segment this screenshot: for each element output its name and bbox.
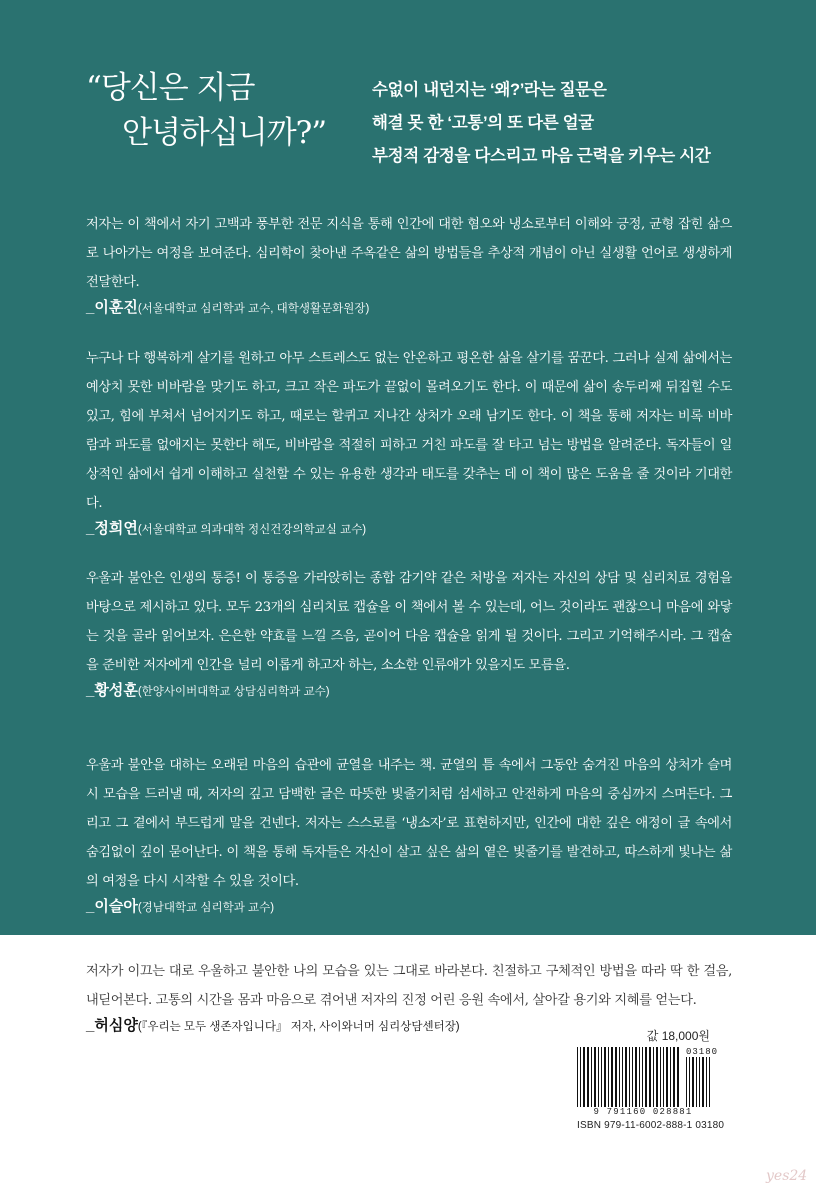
barcode-bar [591,1047,592,1107]
reviewer-name: 황성훈 [94,682,138,699]
review-5 [86,957,732,1038]
reviewer-name: 이슬아 [94,898,138,915]
barcode-bar [709,1057,710,1107]
barcode-bar [656,1047,658,1107]
review-body: 우울과 불안을 대하는 오래된 마음의 습관에 균열을 내주는 책. 균열의 틈 속에서 그동안 숨겨진 마음의 상처가 슬며시 모습을 드러낼 때, 저자의 깊고 담백한 글은 따뜻한 빛줄기처럼 섬세하고 안전하게 마음의 중심까지 스며든다. 그리고 그 곁에서 부드럽게 말을 건넨다. 저자는 스스로를 ‘냉소자’로 표현하지만, 인간에 대한 깊은 애정이 글 속에서 숨김없이 깊이 묻어난다. 이 책을 통해 독자들은 자신이 살고 싶은 삶의 옅은 빛줄기를 발견하고, 따스하게 빛나는 삶의 여정을 다시 시작할 수 있을 것이다. [86,758,732,889]
review-body: 우울과 불안은 인생의 통증! 이 통증을 가라앉히는 종합 감기약 같은 처방을 저자는 자신의 상담 및 심리치료 경험을 바탕으로 제시하고 있다. 모두 23개의 심리치료 캡슐을 이 책에서 볼 수 있는데, 어느 것이라도 괜찮으니 마음에 와닿는 것을 골라 읽어보자. 은은한 약효를 느낄 즈음, 곧이어 다음 캡슐을 읽게 될 것이다. 그리고 기억해주시라. 그 캡슐을 준비한 저자에게 인간을 널리 이롭게 하고자 하는, 소소한 인류애가 있을지도 모름을. [86,571,732,673]
barcode-bar [660,1047,661,1107]
review-citation [86,680,732,703]
barcode-bar [635,1047,637,1107]
price-label: 값 18,000원 [646,1029,710,1043]
citation-dash: _ [86,682,95,699]
barcode-bar [619,1047,620,1107]
barcode-bar [601,1047,602,1107]
barcode-bar [689,1057,690,1107]
barcode-bar [577,1047,578,1107]
review-4 [86,751,732,919]
barcode-bar [663,1047,664,1107]
tagline-line-3: 부정적 감정을 다스리고 마음 근력을 키우는 시간 [372,147,711,165]
barcode-bar [604,1047,606,1107]
review-citation [86,1015,732,1038]
barcode-bar [594,1047,596,1107]
reviewer-affiliation: (경남대학교 심리학과 교수) [137,902,275,914]
reviewer-affiliation: (『우리는 모두 생존자입니다』 저자, 사이와너머 심리상담센터장) [137,1021,460,1033]
headline-quote [86,66,356,156]
reviewer-name: 허심양 [94,1017,138,1034]
barcode-bar [642,1047,643,1107]
barcode-bar [583,1047,585,1107]
barcode-bar [686,1057,687,1107]
barcode-bar [629,1047,630,1107]
barcode-bar [706,1057,707,1107]
review-1 [86,210,732,320]
reviewer-affiliation: (한양사이버대학교 상담심리학과 교수) [137,686,330,698]
barcode-bar [608,1047,609,1107]
barcode-bar [580,1047,581,1107]
barcode-bar [677,1047,679,1107]
barcode-bar [625,1047,627,1107]
barcode-bar [702,1057,704,1107]
review-body: 저자는 이 책에서 자기 고백과 풍부한 전문 지식을 통해 인간에 대한 혐오와 냉소로부터 이해와 긍정, 균형 잡힌 삶으로 나아가는 여정을 보여준다. 심리학이 찾아낸 주옥같은 삶의 방법들을 추상적 개념이 아닌 실생활 언어로 생생하게 전달한다. [86,217,732,290]
watermark-logo: yes24 [766,1168,808,1184]
reviewer-affiliation: (서울대학교 의과대학 정신건강의학교실 교수) [137,524,367,536]
reviewer-name: 이훈진 [94,299,138,316]
tagline-line-1: 수없이 내던지는 ‘왜?’라는 질문은 [372,81,607,99]
barcode-bar [632,1047,633,1107]
barcode-bar [692,1057,694,1107]
barcode-bar [645,1047,647,1107]
citation-dash: _ [86,1017,95,1034]
barcode-addon-bars [686,1057,710,1107]
isbn-text: ISBN 979-11-6002-888-1 03180 [577,1120,725,1131]
tagline-line-2: 해결 못 한 ‘고통’의 또 다른 얼굴 [372,114,594,132]
barcode-bar [611,1047,613,1107]
barcode-main-bars [577,1047,679,1107]
headline-line-2: 안녕하십니까?” [122,115,327,151]
barcode-bar [622,1047,623,1107]
barcode-bar [598,1047,599,1107]
barcode-bar [639,1047,640,1107]
barcode-bar [615,1047,617,1107]
tagline [372,74,792,173]
headline-line-1: “당신은 지금 [86,70,255,106]
review-body: 저자가 이끄는 대로 우울하고 불안한 나의 모습을 있는 그대로 바라본다. 친절하고 구체적인 방법을 따라 딱 한 걸음, 내딛어본다. 고통의 시간을 몸과 마음으로 겪어낸 저자의 진정 어린 응원 속에서, 살아갈 용기와 지혜를 얻는다. [86,964,732,1008]
barcode-bar [673,1047,675,1107]
review-2 [86,344,732,541]
reviewer-name: 정희연 [94,520,138,537]
review-citation [86,518,732,541]
citation-dash: _ [86,299,95,316]
barcode-bar [587,1047,589,1107]
reviewer-affiliation: (서울대학교 심리학과 교수, 대학생활문화원장) [137,303,370,315]
barcode-bar [653,1047,654,1107]
citation-dash: _ [86,520,95,537]
review-3 [86,564,732,703]
barcode-number: 9 791160 028881 [593,1107,693,1117]
review-citation [86,297,732,320]
review-body: 누구나 다 행복하게 살기를 원하고 아무 스트레스도 없는 안온하고 평온한 삶을 살기를 꿈꾼다. 그러나 실제 삶에서는 예상치 못한 비바람을 맞기도 하고, 크고 작은 파도가 끝없이 몰려오기도 한다. 이 때문에 삶이 송두리째 뒤집힐 수도 있고, 힘에 부쳐서 넘어지기도 하고, 때로는 할퀴고 지나간 상처가 오래 남기도 한다. 이 책을 통해 저자는 비록 비바람과 파도를 없애지는 못한다 해도, 비바람을 적절히 피하고 거친 파도를 잘 타고 넘는 방법을 알려준다. 독자들이 일상적인 삶에서 쉽게 이해하고 실천할 수 있는 유용한 생각과 태도를 갖추는 데 이 책이 많은 도움을 줄 것이라 기대한다. [86,351,732,511]
barcode-bar [666,1047,668,1107]
barcode-bar [699,1057,700,1107]
barcode-bar [670,1047,671,1107]
citation-dash: _ [86,898,95,915]
barcode-bar [649,1047,651,1107]
review-citation [86,896,732,919]
barcode-bar [696,1057,697,1107]
barcode-addon-digits: 03180 [686,1047,719,1057]
